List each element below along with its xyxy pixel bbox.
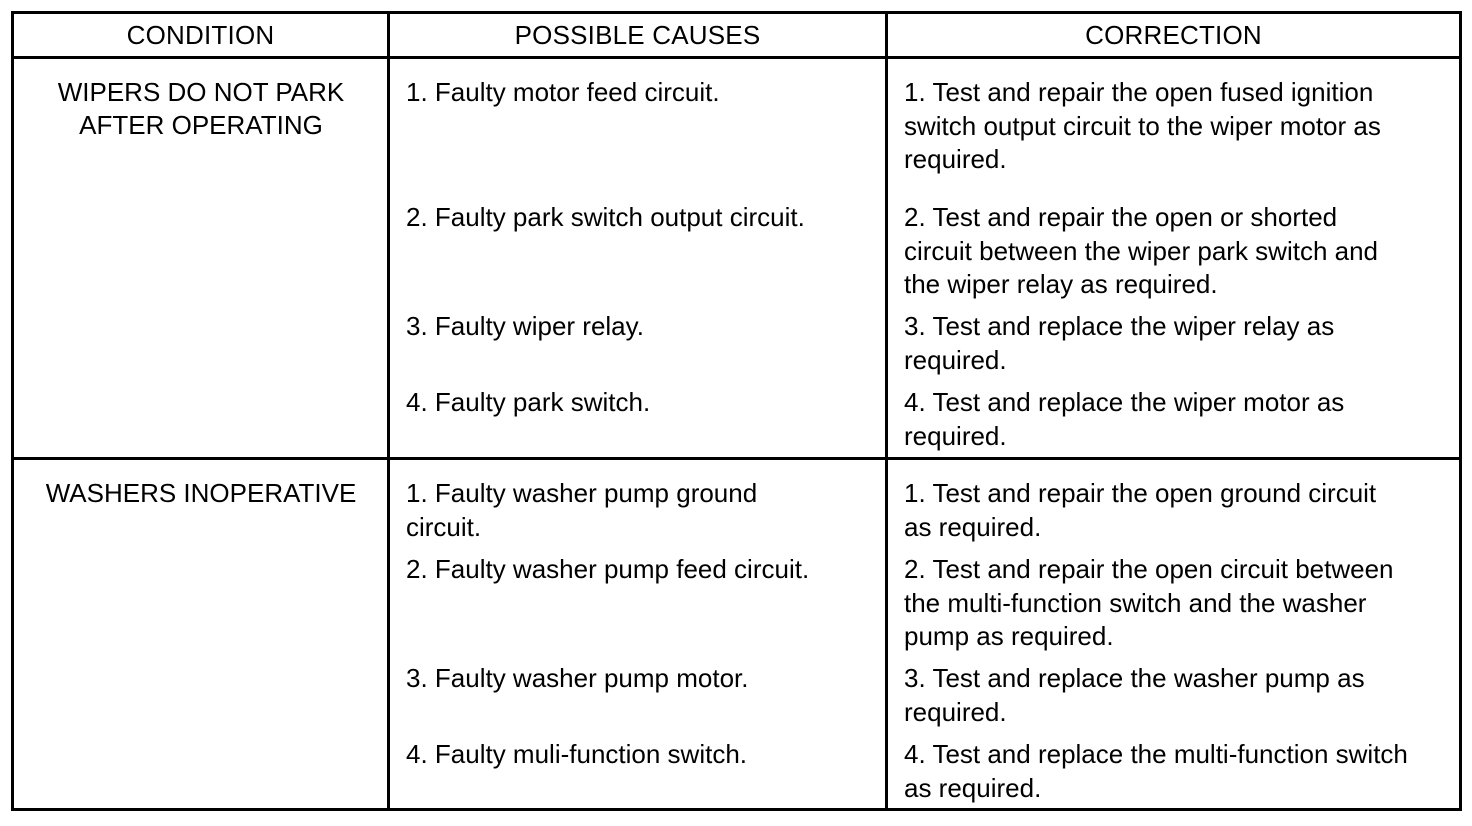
condition-wipers-do-not-park: WIPERS DO NOT PARK AFTER OPERATING	[57, 77, 345, 140]
header-possible-causes: POSSIBLE CAUSES	[514, 20, 761, 50]
condition-washers-inoperative: WASHERS INOPERATIVE	[45, 478, 357, 508]
cause-cell: 1. Faulty washer pump ground circuit.	[406, 478, 758, 542]
cause-cell: 4. Faulty park switch.	[406, 387, 651, 417]
correction-cell: 4. Test and replace the wiper motor as required.	[904, 387, 1345, 451]
correction-cell: 4. Test and replace the multi-function switch as required.	[904, 739, 1408, 803]
correction-cell: 2. Test and repair the open or shorted circuit between the wiper park switch and the wiper relay as required.	[904, 202, 1379, 299]
cause-cell: 2. Faulty washer pump feed circuit.	[406, 554, 810, 584]
header-condition: CONDITION	[126, 20, 275, 50]
cause-cell: 2. Faulty park switch output circuit.	[406, 202, 805, 232]
cause-cell: 3. Faulty washer pump motor.	[406, 663, 749, 693]
correction-cell: 3. Test and replace the washer pump as required.	[904, 663, 1365, 727]
correction-cell: 1. Test and repair the open ground circuit as required.	[904, 478, 1377, 542]
correction-cell: 3. Test and replace the wiper relay as required.	[904, 311, 1335, 375]
header-correction: CORRECTION	[1085, 20, 1262, 50]
correction-cell: 1. Test and repair the open fused ignition switch output circuit to the wiper motor as required.	[904, 77, 1381, 174]
correction-cell: 2. Test and repair the open circuit between the multi-function switch and the washer pump as required.	[904, 554, 1394, 651]
cause-cell: 3. Faulty wiper relay.	[406, 311, 644, 341]
cause-cell: 1. Faulty motor feed circuit.	[406, 77, 720, 107]
section-divider	[14, 457, 1459, 460]
diagnosis-table	[11, 11, 1462, 811]
column-divider	[885, 14, 888, 808]
cause-cell: 4. Faulty muli-function switch.	[406, 739, 748, 769]
